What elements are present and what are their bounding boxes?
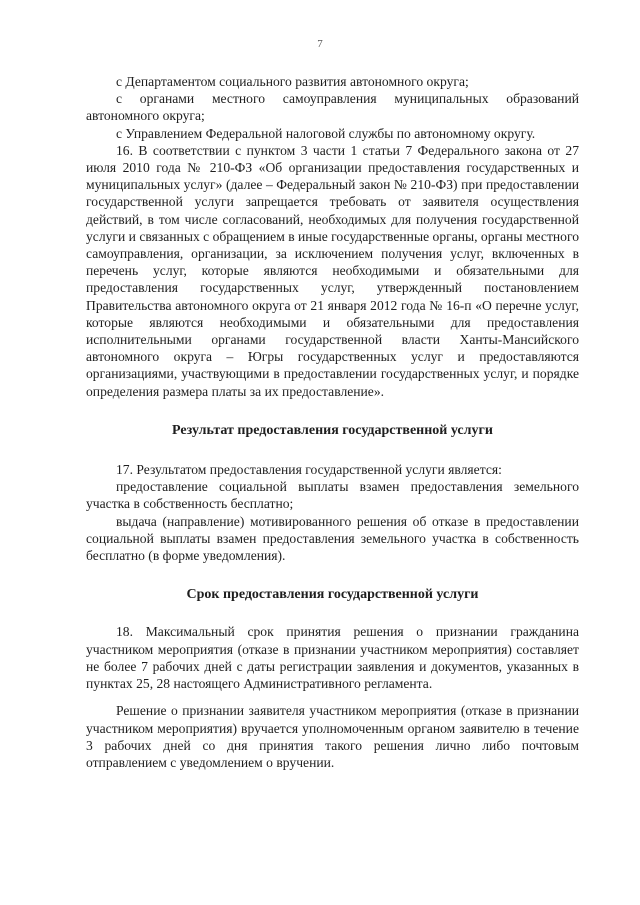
section-heading-term: Срок предоставления государственной услуги — [186, 587, 479, 603]
paragraph-16: 16. В соответствии с пунктом 3 части 1 статьи 7 Федерального закона от 27 июля 2010 года № 210-ФЗ «Об организации предоставления государственных и муниципальных услуг» (далее – Федеральный закон № 210-ФЗ) при предоставлении государственной услуги запрещается требовать от заявителя осуществления действий, в том числе согласований, необходимых для получения государственной услуги и связанных с обращением в иные государственные органы, органы местного самоуправления, организации, за исключением получения услуг, включенных в перечень услуг, которые являются необходимыми и обязательными для предоставления государственных услуг, утвержденный постановлением Правительства автономного округа от 21 января 2012 года № 16-п «О перечне услуг, которые являются необходимыми и обязательными для предоставления исполнительными органами государственной власти Ханты-Мансийского автономного округа – Югры государственных услуг и предоставляются организациями, участвующими в предоставлении государственных услуг, и порядке определения размера платы за их предоставление». — [86, 142, 579, 399]
paragraph-spacer — [86, 692, 579, 702]
intro-list-item: с органами местного самоуправления муниципальных образований автономного округа; — [86, 91, 579, 124]
paragraph-18-continued: Решение о признании заявителя участником мероприятия (отказе в признании участником мероприятия) вручается уполномоченным органом заявителю в течение 3 рабочих дней со дня принятия такого решения лично либо почтовым отправлением с уведомлением о вручении. — [86, 703, 579, 770]
section-heading-result: Результат предоставления государственной услуги — [172, 422, 493, 438]
result-list-item: выдача (направление) мотивированного решения об отказе в предоставлении социальной выплаты взамен предоставления земельного участка в собственность бесплатно (в форме уведомления). — [86, 513, 579, 564]
document-body — [86, 73, 579, 771]
paragraph-18: 18. Максимальный срок принятия решения о признании гражданина участником мероприятия (отказе в признании участником мероприятия) составляет не более 7 рабочих дней с даты регистрации заявления и документов, указанных в пунктах 25, 28 настоящего Административного регламента. — [86, 624, 579, 692]
intro-list-item: с Управлением Федеральной налоговой службы по автономному округу. — [116, 125, 536, 141]
paragraph-17: 17. Результатом предоставления государственной услуги является: — [116, 462, 502, 478]
result-list-item: предоставление социальной выплаты взамен предоставления земельного участка в собственность бесплатно; — [86, 479, 579, 512]
page-number: 7 — [317, 38, 323, 50]
intro-list-item: с Департаментом социального развития автономного округа; — [116, 74, 469, 89]
